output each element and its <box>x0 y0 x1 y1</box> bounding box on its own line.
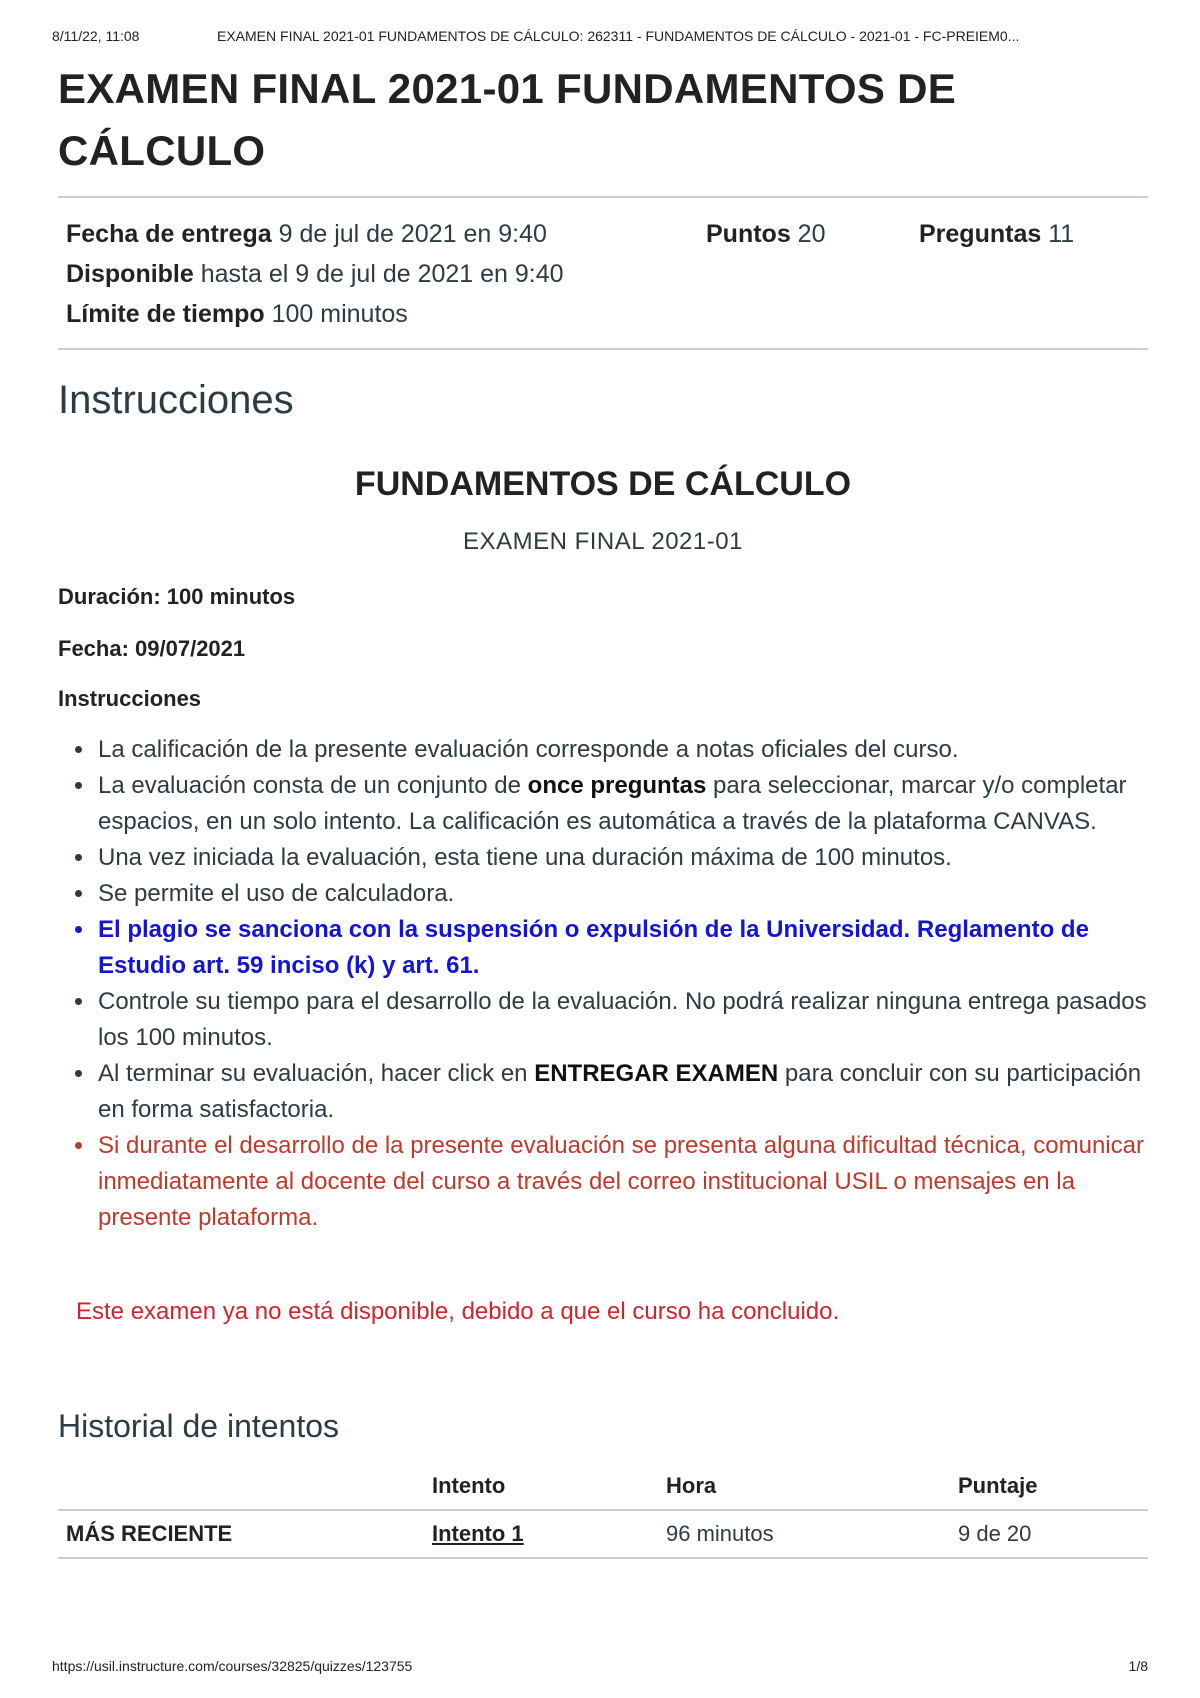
print-header <box>52 28 1148 44</box>
questions-value: 11 <box>1048 220 1075 248</box>
list-item-text: La evaluación consta de un conjunto de <box>98 772 528 799</box>
points-value: 20 <box>797 220 826 248</box>
list-item: • Se permite el uso de calculadora. <box>96 876 1148 912</box>
list-item: • Controle su tiempo para el desarrollo de la evaluación. No podrá realizar ninguna entrega pasados los 100 minutos. <box>96 984 1148 1056</box>
print-footer <box>52 1658 1148 1674</box>
attempt-tag: MÁS RECIENTE <box>58 1510 424 1558</box>
attempt-history-heading: Historial de intentos <box>58 1408 340 1444</box>
availability <box>66 254 1140 294</box>
quiz-title: EXAMEN FINAL 2021-01 FUNDAMENTOS DE CÁLCULO <box>58 65 957 174</box>
list-item <box>96 1056 1148 1128</box>
quiz-content <box>58 58 1148 1559</box>
list-item-emphasis: once preguntas <box>527 772 707 799</box>
exam-duration: Duración: 100 minutos <box>58 584 296 609</box>
table-header-row <box>58 1463 1148 1510</box>
time-limit <box>66 294 1140 334</box>
exam-date: Fecha: 09/07/2021 <box>58 636 246 661</box>
print-page-title: EXAMEN FINAL 2021-01 FUNDAMENTOS DE CÁLCULO: 262311 - FUNDAMENTOS DE CÁLCULO - 2021-01 - FC-PREIEM0... <box>217 28 1020 44</box>
available-value: hasta el 9 de jul de 2021 en 9:40 <box>200 260 564 288</box>
attempt-history-table <box>58 1463 1148 1559</box>
print-url: https://usil.instructure.com/courses/32825/quizzes/123755 <box>52 1658 413 1674</box>
attempt-time: 96 minutos <box>658 1510 950 1558</box>
time-limit-label: Límite de tiempo <box>66 300 265 328</box>
print-page-number: 1/8 <box>1128 1658 1148 1674</box>
quiz-details <box>58 198 1148 348</box>
list-item-text: para seleccionar, marcar y/o completar espacios, en un solo intento. La calificación es automática a través de la plataforma CANVAS. <box>98 772 1127 835</box>
points-label: Puntos <box>706 220 791 248</box>
course-title: FUNDAMENTOS DE CÁLCULO <box>354 465 852 503</box>
instructions-list-heading: Instrucciones <box>58 686 202 711</box>
instructions-list <box>58 732 1148 1236</box>
time-limit-value: 100 minutos <box>271 300 408 328</box>
instructions-heading: Instrucciones <box>58 378 294 422</box>
plagiarism-warning: • El plagio se sanciona con la suspensión o expulsión de la Universidad. Reglamento de Estudio art. 59 inciso (k) y art. 61. <box>96 912 1148 984</box>
due-date <box>66 214 706 254</box>
technical-support-note: • Si durante el desarrollo de la presente evaluación se presenta alguna dificultad técnica, comunicar inmediatamente al docente del curso a través del correo institucional USIL o mensajes en la presente plataforma. <box>96 1128 1148 1236</box>
exam-subtitle: EXAMEN FINAL 2021-01 <box>463 528 743 555</box>
column-header-time: Hora <box>658 1463 950 1510</box>
attempt-score: 9 de 20 <box>950 1510 1148 1558</box>
column-header-attempt: Intento <box>424 1463 658 1510</box>
unavailable-notice: Este examen ya no está disponible, debido a que el curso ha concluido. <box>76 1298 840 1325</box>
column-header-score: Puntaje <box>950 1463 1148 1510</box>
questions-count <box>919 214 1074 254</box>
list-item-text: Al terminar su evaluación, hacer click en <box>98 1060 535 1087</box>
attempt-cell <box>424 1510 658 1558</box>
due-date-label: Fecha de entrega <box>66 220 272 248</box>
questions-label: Preguntas <box>919 220 1042 248</box>
due-date-value: 9 de jul de 2021 en 9:40 <box>278 220 547 248</box>
list-item <box>96 768 1148 840</box>
attempt-link[interactable]: Intento 1 <box>432 1521 524 1546</box>
print-date: 8/11/22, 11:08 <box>52 28 140 44</box>
divider <box>58 348 1148 350</box>
table-row <box>58 1510 1148 1558</box>
column-header-empty <box>58 1463 424 1510</box>
list-item: • Una vez iniciada la evaluación, esta tiene una duración máxima de 100 minutos. <box>96 840 1148 876</box>
list-item-text: para concluir con su participación en forma satisfactoria. <box>98 1060 1142 1123</box>
points <box>706 214 919 254</box>
list-item-emphasis: ENTREGAR EXAMEN <box>534 1060 779 1087</box>
available-label: Disponible <box>66 260 194 288</box>
list-item: • La calificación de la presente evaluación corresponde a notas oficiales del curso. <box>96 732 1148 768</box>
